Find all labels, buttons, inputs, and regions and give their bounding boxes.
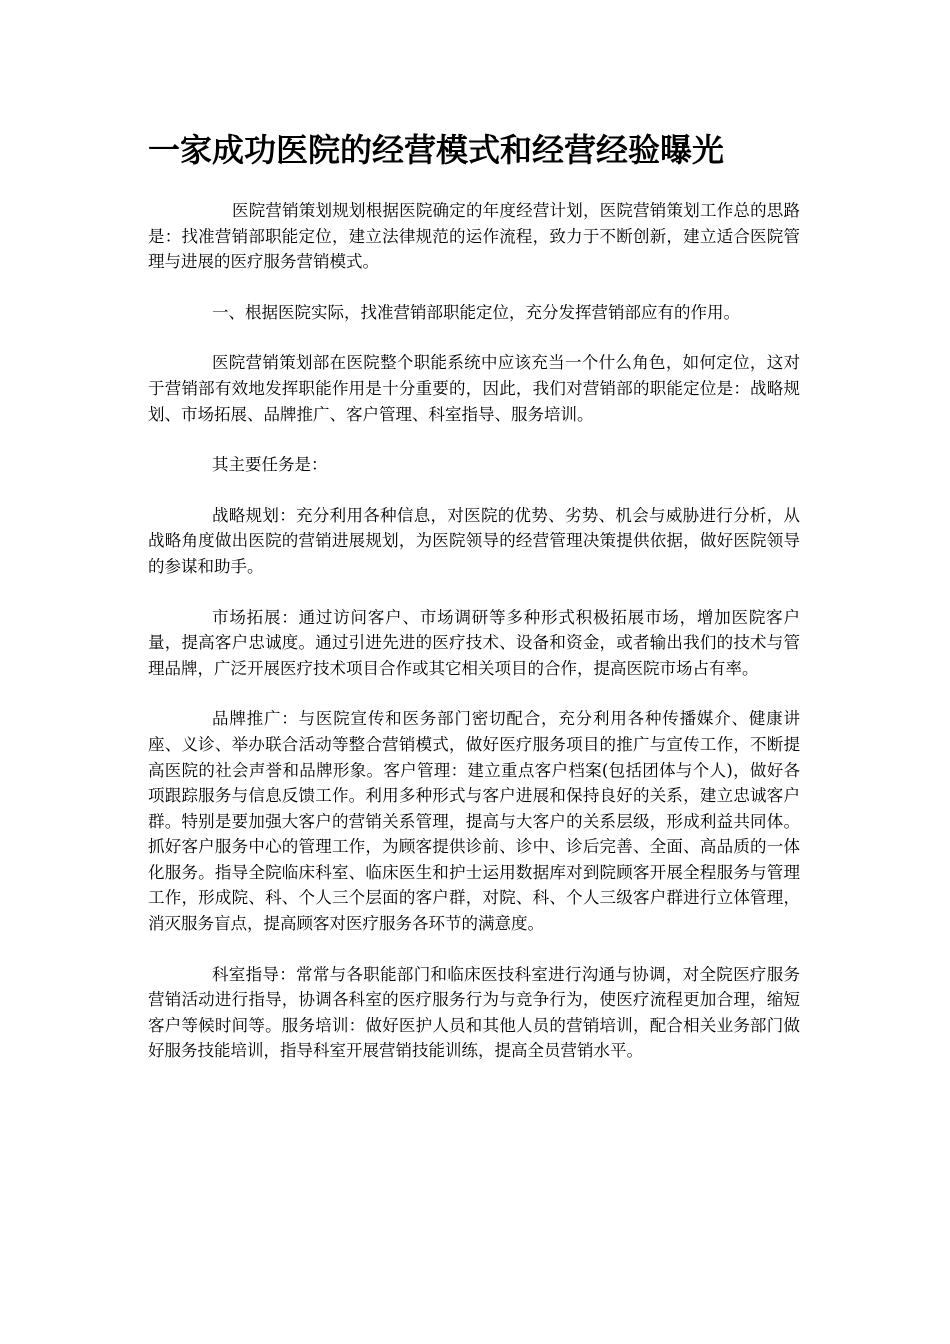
- paragraph-brand-promotion: 品牌推广：与医院宣传和医务部门密切配合，充分利用各种传播媒介、健康讲座、义诊、举办联合活动等整合营销模式，做好医疗服务项目的推广与宣传工作，不断提高医院的社会声誉和品牌形象。客户管理：建立重点客户档案(包括团体与个人)，做好各项跟踪服务与信息反馈工作。利用多种形式与客户进展和保持良好的关系，建立忠诚客户群。特别是要加强大客户的营销关系管理，提高与大客户的关系层级，形成利益共同体。抓好客户服务中心的管理工作，为顾客提供诊前、诊中、诊后完善、全面、高品质的一体化服务。指导全院临床科室、临床医生和护士运用数据库对到院顾客开展全程服务与管理工作，形成院、科、个人三个层面的客户群，对院、科、个人三级客户群进行立体管理，消灭服务盲点，提高顾客对医疗服务各环节的满意度。: [148, 709, 800, 934]
- document-title: 一家成功医院的经营模式和经营经验曝光: [148, 131, 725, 169]
- paragraph-role-positioning: 医院营销策划部在医院整个职能系统中应该充当一个什么角色，如何定位，这对于营销部有效地发挥职能作用是十分重要的，因此，我们对营销部的职能定位是：战略规划、市场拓展、品牌推广、客户管理、科室指导、服务培训。: [148, 353, 800, 424]
- paragraph-market-expansion: 市场拓展：通过访问客户、市场调研等多种形式积极拓展市场，增加医院客户量，提高客户忠诚度。通过引进先进的医疗技术、设备和资金，或者输出我们的技术与管理品牌，广泛开展医疗技术项目合作或其它相关项目的合作，提高医院市场占有率。: [148, 607, 800, 678]
- paragraph-intro: 医院营销策划规划根据医院确定的年度经营计划，医院营销策划工作总的思路是：找准营销部职能定位，建立法律规范的运作流程，致力于不断创新，建立适合医院管理与进展的医疗服务营销模式。: [148, 201, 800, 272]
- paragraph-department-guidance: 科室指导：常常与各职能部门和临床医技科室进行沟通与协调，对全院医疗服务营销活动进行指导，协调各科室的医疗服务行为与竞争行为，使医疗流程更加合理，缩短客户等候时间等。服务培训：做好医护人员和其他人员的营销培训，配合相关业务部门做好服务技能培训，指导科室开展营销技能训练，提高全员营销水平。: [148, 964, 800, 1061]
- paragraph-section-one-heading: 一、根据医院实际，找准营销部职能定位，充分发挥营销部应有的作用。: [212, 302, 740, 322]
- paragraph-main-tasks: 其主要任务是：: [212, 455, 328, 475]
- document-body: [148, 198, 800, 1089]
- paragraph-strategic-planning: 战略规划：充分利用各种信息，对医院的优势、劣势、机会与威胁进行分析，从战略角度做出医院的营销进展规划，为医院领导的经营管理决策提供依据，做好医院领导的参谋和助手。: [148, 505, 800, 576]
